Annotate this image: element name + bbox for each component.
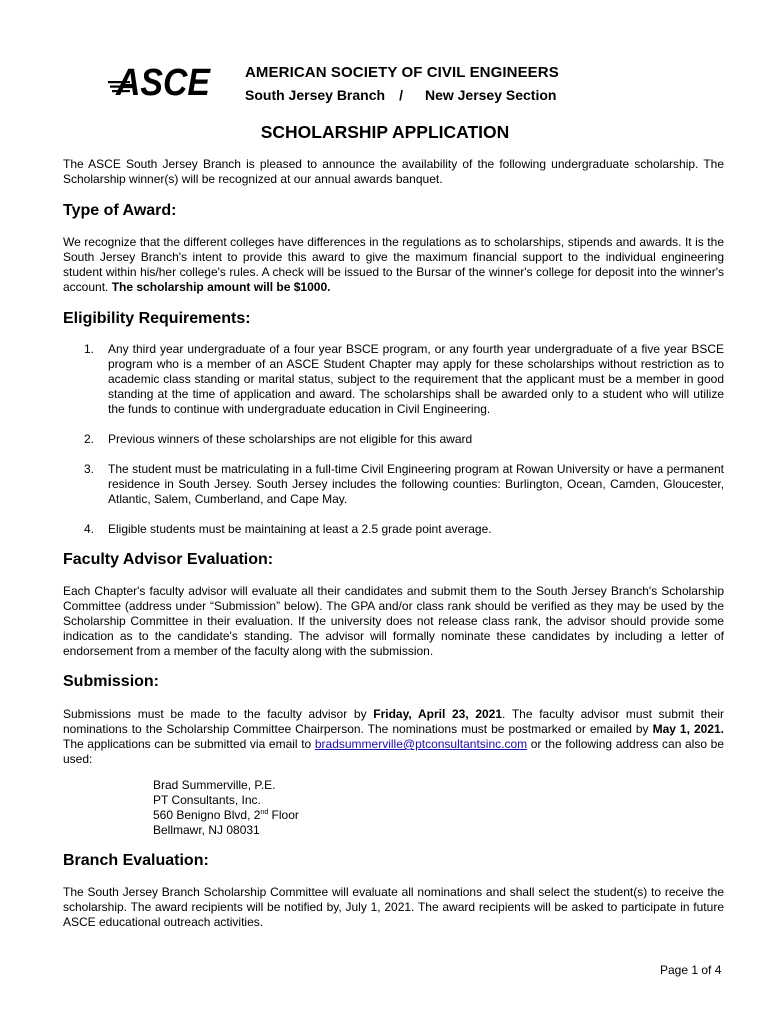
list-item-text: Any third year undergraduate of a four year BSCE program, or any fourth year undergraduate of a five year BSCE program who is a member of an ASCE Student Chapter may apply for these scholarships without restriction as to academic class standing or marital status, subject to the requirement that the applicant must be a member in good standing at the time of application and award. The scholarships shall be awarded only to a student who will utilize the funds to continue with undergraduate education in Civil Engineering. [108,342,724,416]
org-name: AMERICAN SOCIETY OF CIVIL ENGINEERS [245,64,559,81]
street-text: Floor [268,808,299,822]
eligibility-list [63,342,724,552]
mailing-address [153,778,299,838]
logo-text: ASCE [115,64,212,100]
type-of-award-heading: Type of Award: [63,202,177,219]
list-item-text: Previous winners of these scholarships are not eligible for this award [108,432,473,446]
list-item [63,432,724,447]
type-of-award-paragraph [63,235,724,295]
submission-heading: Submission: [63,673,160,690]
advisor-deadline: Friday, April 23, 2021 [373,707,503,721]
list-item-number: 4. [84,522,95,536]
submission-text: or the following address can also be used: [63,737,724,766]
list-item-number: 3. [84,462,95,476]
submission-text: The applications can be submitted via email to [63,737,315,751]
address-company: PT Consultants, Inc. [153,793,261,807]
section-name: New Jersey Section [424,87,557,103]
address-name: Brad Summerville, P.E. [153,778,276,792]
list-item [63,462,724,507]
list-item-number: 2. [84,432,95,446]
branch-evaluation-paragraph: The South Jersey Branch Scholarship Committee will evaluate all nominations and shall select the student(s) to receive the scholarship. The award recipients will be notified by, July 1, 2021. The award recipients will be asked to participate in future ASCE educational outreach activities. [63,885,724,929]
list-item [63,342,724,417]
eligibility-heading: Eligibility Requirements: [63,310,251,327]
list-item-text: The student must be matriculating in a full-time Civil Engineering program at Rowan University or have a permanent residence in South Jersey. South Jersey includes the following counties: Burlington, Ocean, Camden, Gloucester, Atlantic, Salem, Cumberland, and Cape May. [108,462,724,506]
faculty-heading: Faculty Advisor Evaluation: [63,551,274,568]
intro-paragraph: The ASCE South Jersey Branch is pleased to announce the availability of the following undergraduate scholarship. The Scholarship winner(s) will be recognized at our annual awards banquet. [63,157,724,186]
email-link[interactable]: bradsummerville@ptconsultantsinc.com [314,737,528,751]
page-title: SCHOLARSHIP APPLICATION [260,122,510,142]
street-ordinal: nd [260,809,269,816]
submission-text: . The faculty advisor must submit their nominations to the Scholarship Committee Chairperson. The nominations must be postmarked or emailed by [63,707,724,736]
branch-name: South Jersey Branch [245,87,386,103]
list-item [63,522,724,537]
list-item-text: Eligible students must be maintaining at least a 2.5 grade point average. [108,522,492,536]
page-number: Page 1 of 4 [660,963,722,977]
address-street [153,808,299,823]
committee-deadline: May 1, 2021. [652,722,724,736]
asce-logo [108,64,212,100]
submission-text: Submissions must be made to the faculty advisor by [63,707,374,721]
street-text: 560 Benigno Blvd, 2 [153,808,261,822]
faculty-paragraph: Each Chapter's faculty advisor will evaluate all their candidates and submit them to the South Jersey Branch's Scholarship Committee (address under “Submission” below). The GPA and/or class rank should be verified as they may be used by the Scholarship Committee in their evaluation. If the university does not release class rank, the advisor should provide some indication as to the candidate's standing. The advisor will formally nominate these candidates by including a letter of endorsement from a member of the faculty along with the submission. [63,584,724,658]
award-amount: The scholarship amount will be $1000. [111,280,331,294]
branch-evaluation-heading: Branch Evaluation: [63,852,209,869]
type-of-award-body: We recognize that the different colleges have differences in the regulations as to scholarships, stipends and awards. It is the South Jersey Branch's intent to provide this award to give the maximum financial support to the individual engineering student within his/her college's rules. A check will be issued to the Bursar of the winner's college for deposit into the winner's account. [63,235,724,294]
address-city: Bellmawr, NJ 08031 [153,823,260,837]
submission-paragraph [63,707,724,767]
list-item-number: 1. [84,342,95,356]
branch-separator: / [399,87,403,103]
letterhead [108,60,668,104]
branch-line [245,87,556,103]
